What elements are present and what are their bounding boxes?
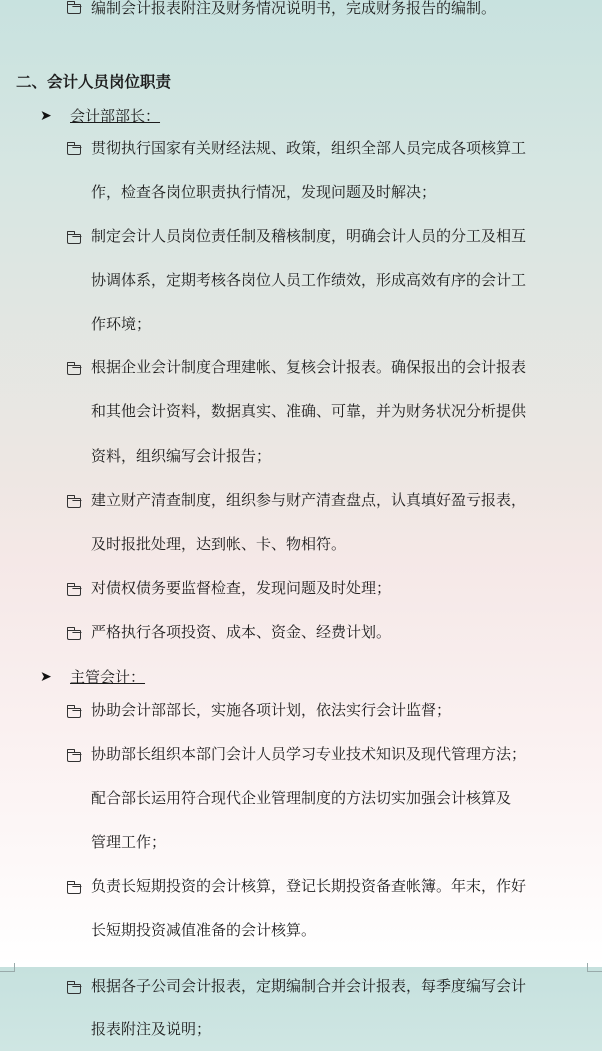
text-line: 长短期投资减值准备的会计核算。 [91,921,317,939]
text-line: 负责长短期投资的会计核算，登记长期投资备查帐簿。年末，作好 [91,877,527,895]
arrow-bullet-icon: ➤ [40,669,52,685]
folder-bullet-icon [67,752,81,762]
text-line: 作环境； [91,315,152,333]
arrow-bullet-icon: ➤ [40,108,52,124]
folder-bullet-icon [67,708,81,718]
page-corner-mark [587,963,602,972]
folder-bullet-icon [67,234,81,244]
text-line: 制定会计人员岗位责任制及稽核制度，明确会计人员的分工及相互 [91,227,527,245]
text-line: 及时报批处理，达到帐、卡、物相符。 [91,535,347,553]
folder-bullet-icon [67,630,81,640]
text-line: 对债权债务要监督检查，发现问题及时处理； [91,579,392,597]
text-line: 根据企业会计制度合理建帐、复核会计报表。确保报出的会计报表 [91,358,527,376]
text-line: 建立财产清查制度，组织参与财产清查盘点，认真填好盈亏报表， [91,491,527,509]
text-line: 协调体系，定期考核各岗位人员工作绩效，形成高效有序的会计工 [91,271,527,289]
text-line: 编制会计报表附注及财务情况说明书，完成财务报告的编制。 [91,0,497,17]
folder-bullet-icon [67,4,81,14]
folder-bullet-icon [67,365,81,375]
text-line: 根据各子公司会计报表，定期编制合并会计报表，每季度编写会计 [91,977,527,995]
text-line: 协助部长组织本部门会计人员学习专业技术知识及现代管理方法； [91,745,527,763]
text-line: 协助会计部部长，实施各项计划，依法实行会计监督； [91,701,452,719]
text-line: 报表附注及说明； [91,1020,212,1038]
text-line: 严格执行各项投资、成本、资金、经费计划。 [91,623,392,641]
subsection-title: 会计部部长： [70,107,161,125]
section-heading: 二、会计人员岗位职责 [16,73,172,91]
page-corner-mark [0,963,15,972]
text-line: 作，检查各岗位职责执行情况，发现问题及时解决； [91,183,437,201]
folder-bullet-icon [67,498,81,508]
subsection-title: 主管会计： [70,668,146,686]
folder-bullet-icon [67,145,81,155]
folder-bullet-icon [67,984,81,994]
text-line: 贯彻执行国家有关财经法规、政策，组织全部人员完成各项核算工 [91,139,527,157]
folder-bullet-icon [67,884,81,894]
text-line: 配合部长运用符合现代企业管理制度的方法切实加强会计核算及 [91,789,512,807]
text-line: 管理工作； [91,833,167,851]
text-line: 资料，组织编写会计报告； [91,447,272,465]
folder-bullet-icon [67,586,81,596]
text-line: 和其他会计资料，数据真实、准确、可靠，并为财务状况分析提供 [91,402,527,420]
